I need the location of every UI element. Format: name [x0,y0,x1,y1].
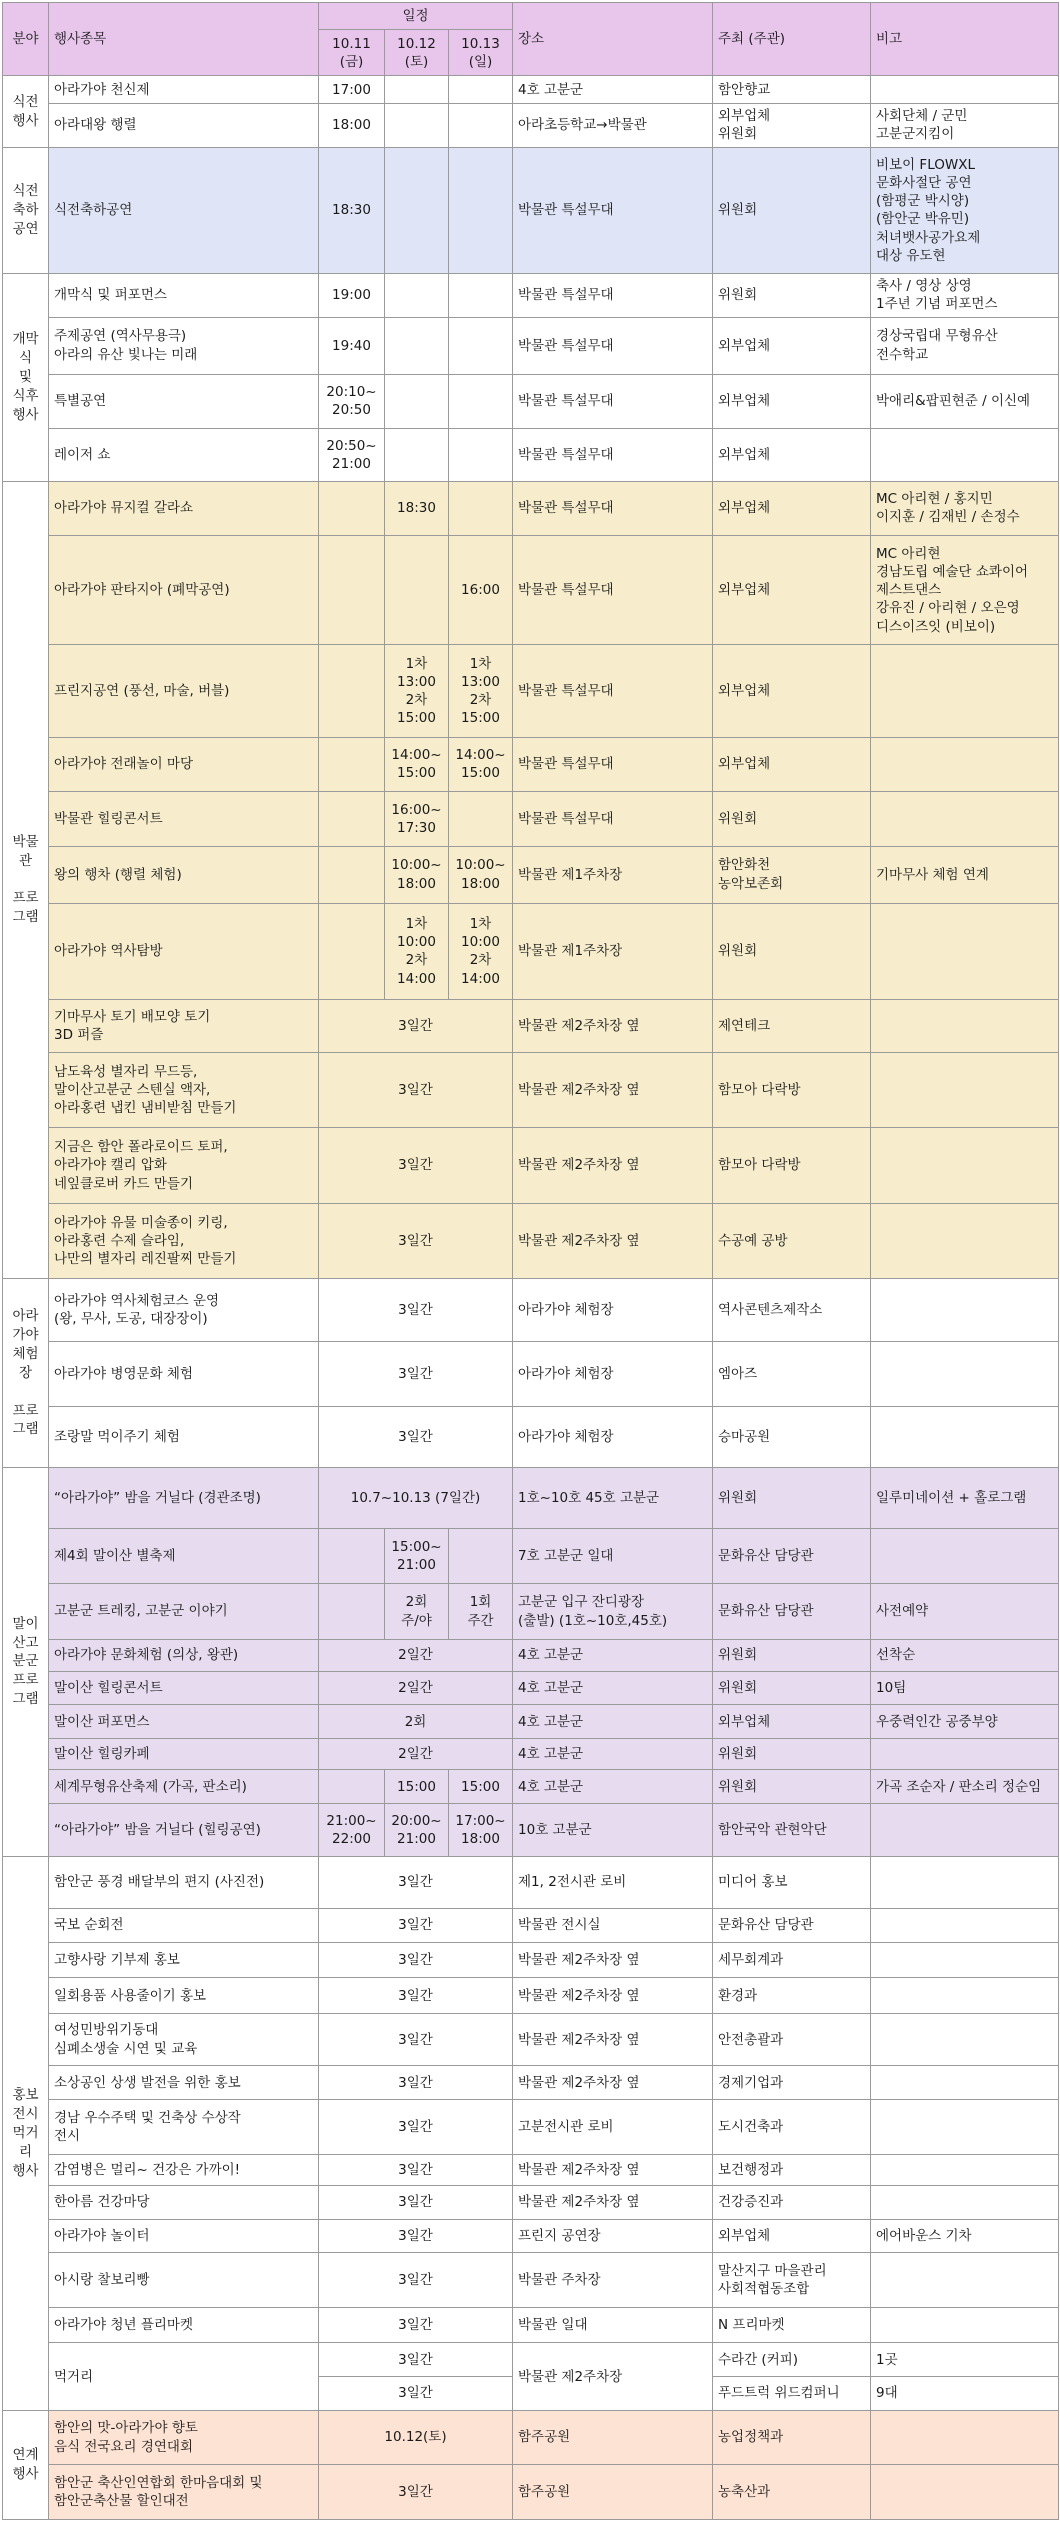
host: 환경과 [713,1978,871,2014]
host: 함모아 다락방 [713,1128,871,1204]
event-name: 세계무형유산축제 (가곡, 판소리) [49,1770,319,1804]
event-name: 아라대왕 행렬 [49,103,319,147]
host: 보건행정과 [713,2154,871,2185]
host: 농업정책과 [713,2410,871,2465]
place: 박물관 특설무대 [513,645,713,737]
host: 문화유산 담당관 [713,1529,871,1584]
note: 축사 / 영상 상영 1주년 기념 퍼포먼스 [871,273,1059,317]
day3-time: 15:00 [449,1770,513,1804]
note: MC 아리현 / 홍지민 이지훈 / 김재빈 / 손정수 [871,481,1059,536]
place: 박물관 제2주차장 옆 [513,1203,713,1279]
category-label: 연계 행사 [3,2410,49,2519]
host: 외부업체 [713,645,871,737]
event-name: 왕의 행차 (행렬 체험) [49,846,319,903]
host: 외부업체 [713,2219,871,2253]
duration: 3일간 [319,1000,513,1052]
place: 박물관 제2주차장 옆 [513,1128,713,1204]
day3-time: 14:00~ 15:00 [449,737,513,792]
event-name: 아라가야 병영문화 체험 [49,1342,319,1407]
place: 박물관 특설무대 [513,147,713,273]
host: 외부업체 [713,1705,871,1739]
host: 함안향교 [713,76,871,103]
place: 4호 고분군 [513,76,713,103]
place: 박물관 제2주차장 옆 [513,2013,713,2065]
place: 박물관 특설무대 [513,429,713,482]
place: 4호 고분군 [513,1738,713,1769]
event-name: 먹거리 [49,2343,319,2410]
place: 박물관 제2주차장 옆 [513,1000,713,1052]
event-name: 아라가야 뮤지컬 갈라쇼 [49,481,319,536]
host: 문화유산 담당관 [713,1583,871,1640]
header-day-2: 10.12 (토) [385,30,449,76]
duration: 3일간 [319,2100,513,2155]
host: 위원회 [713,1640,871,1671]
note: 일루미네이션 + 홀로그램 [871,1468,1059,1529]
header-day-1: 10.11 (금) [319,30,385,76]
place: 박물관 특설무대 [513,374,713,429]
day1-time: 20:10~ 20:50 [319,374,385,429]
event-name: 아라가야 역사탐방 [49,903,319,1000]
day2-time: 15:00~ 21:00 [385,1529,449,1584]
place: 아라가야 체험장 [513,1407,713,1468]
host: 함안국악 관현악단 [713,1804,871,1857]
header-day-3: 10.13 (일) [449,30,513,76]
host: 위원회 [713,273,871,317]
host: 문화유산 담당관 [713,1909,871,1943]
event-name: 감염병은 멀리~ 건강은 가까이! [49,2154,319,2185]
event-name: 말이산 힐링콘서트 [49,1671,319,1705]
duration: 2일간 [319,1671,513,1705]
host: 외부업체 [713,737,871,792]
note: 사회단체 / 군민 고분군지킴이 [871,103,1059,147]
place: 박물관 제2주차장 옆 [513,2154,713,2185]
host: N 프리마켓 [713,2307,871,2343]
duration: 3일간 [319,2154,513,2185]
event-name: 함안군 풍경 배달부의 편지 (사진전) [49,1856,319,1908]
host: 승마공원 [713,1407,871,1468]
place: 박물관 전시실 [513,1909,713,1943]
host: 도시건축과 [713,2100,871,2155]
host: 수라간 (커피) [713,2343,871,2377]
note: 10팀 [871,1671,1059,1705]
duration: 3일간 [319,2307,513,2343]
header-event: 행사종목 [49,3,319,76]
host: 제연테크 [713,1000,871,1052]
event-name: 국보 순회전 [49,1909,319,1943]
place: 4호 고분군 [513,1770,713,1804]
note: 기마무사 체험 연계 [871,846,1059,903]
place: 박물관 제1주차장 [513,846,713,903]
host: 외부업체 [713,429,871,482]
day2-time: 2회 주/야 [385,1583,449,1640]
day3-time: 17:00~ 18:00 [449,1804,513,1857]
host: 안전총괄과 [713,2013,871,2065]
event-name: 한아름 건강마당 [49,2186,319,2220]
host: 위원회 [713,1671,871,1705]
event-name: 아라가야 전래놀이 마당 [49,737,319,792]
host: 세무회계과 [713,1942,871,1978]
note: 경상국립대 무형유산 전수학교 [871,317,1059,374]
event-name: 아라가야 역사체험코스 운영 (왕, 무사, 도공, 대장장이) [49,1279,319,1342]
header-note: 비고 [871,3,1059,76]
host: 위원회 [713,147,871,273]
place: 함주공원 [513,2410,713,2465]
place: 박물관 제2주차장 옆 [513,1942,713,1978]
category-label: 식전 행사 [3,76,49,147]
host: 농축산과 [713,2465,871,2520]
event-name: 아라가야 청년 플리마켓 [49,2307,319,2343]
event-name: 일회용품 사용줄이기 홍보 [49,1978,319,2014]
place: 박물관 특설무대 [513,481,713,536]
place: 박물관 특설무대 [513,536,713,645]
host: 말산지구 마을관리 사회적협동조합 [713,2253,871,2308]
place: 박물관 특설무대 [513,737,713,792]
day3-time: 1회 주간 [449,1583,513,1640]
category-label: 박물 관 프로 그램 [3,481,49,1279]
place: 4호 고분군 [513,1671,713,1705]
place: 고분전시관 로비 [513,2100,713,2155]
event-name: 개막식 및 퍼포먼스 [49,273,319,317]
place: 함주공원 [513,2465,713,2520]
duration: 3일간 [319,1342,513,1407]
event-name: 지금은 함안 폴라로이드 토퍼, 아라가야 캘리 압화 네잎클로버 카드 만들기 [49,1128,319,1204]
duration: 3일간 [319,1052,513,1128]
duration: 3일간 [319,2013,513,2065]
duration: 3일간 [319,2377,513,2411]
place: 박물관 특설무대 [513,317,713,374]
duration: 3일간 [319,2219,513,2253]
duration: 3일간 [319,2253,513,2308]
place: 박물관 제2주차장 옆 [513,2066,713,2100]
day3-time: 16:00 [449,536,513,645]
day1-time: 19:40 [319,317,385,374]
note: 에어바운스 기차 [871,2219,1059,2253]
duration: 3일간 [319,1909,513,1943]
day1-time: 18:30 [319,147,385,273]
event-name: 특별공연 [49,374,319,429]
place: 아라가야 체험장 [513,1342,713,1407]
duration: 2일간 [319,1738,513,1769]
place: 아라초등학교→박물관 [513,103,713,147]
event-name: 아라가야 문화체험 (의상, 왕관) [49,1640,319,1671]
event-name: 주제공연 (역사무용극) 아라의 유산 빛나는 미래 [49,317,319,374]
note: 1곳 [871,2343,1059,2377]
event-name: 소상공인 상생 발전을 위한 홍보 [49,2066,319,2100]
host: 위원회 [713,1770,871,1804]
day3-time: 1차 13:00 2차 15:00 [449,645,513,737]
place: 박물관 일대 [513,2307,713,2343]
duration: 2회 [319,1705,513,1739]
event-name: 조랑말 먹이주기 체험 [49,1407,319,1468]
host: 위원회 [713,903,871,1000]
header-host: 주최 (주관) [713,3,871,76]
event-name: 아라가야 놀이터 [49,2219,319,2253]
note: 선착순 [871,1640,1059,1671]
place: 박물관 제2주차장 [513,2343,713,2410]
event-name: 말이산 힐링카페 [49,1738,319,1769]
duration: 3일간 [319,2066,513,2100]
place: 10호 고분군 [513,1804,713,1857]
place: 박물관 제2주차장 옆 [513,1978,713,2014]
event-name: 고향사랑 기부제 홍보 [49,1942,319,1978]
note: MC 아리현 경남도립 예술단 쇼콰이어 제스트댄스 강유진 / 아리현 / 오은영 디스이즈잇 (비보이) [871,536,1059,645]
duration: 2일간 [319,1640,513,1671]
day2-time: 10:00~ 18:00 [385,846,449,903]
note: 우중력인간 공중부양 [871,1705,1059,1739]
host: 함안화천 농악보존회 [713,846,871,903]
duration: 3일간 [319,1978,513,2014]
note: 비보이 FLOWXL 문화사절단 공연 (함평군 박시양) (함안군 박유민) 처녀뱃사공가요제 대상 유도현 [871,147,1059,273]
place: 박물관 주차장 [513,2253,713,2308]
header-schedule: 일정 [319,3,513,30]
header-category: 분야 [3,3,49,76]
day3-time: 10:00~ 18:00 [449,846,513,903]
event-name: 제4회 말이산 별축제 [49,1529,319,1584]
duration: 3일간 [319,1279,513,1342]
note: 가곡 조순자 / 판소리 정순임 [871,1770,1059,1804]
place: 4호 고분군 [513,1705,713,1739]
event-name: 아시랑 찰보리빵 [49,2253,319,2308]
note: 박애리&팝핀현준 / 이신예 [871,374,1059,429]
event-name: “아라가야” 밤을 거닐다 (힐링공연) [49,1804,319,1857]
duration: 3일간 [319,1407,513,1468]
day2-time: 1차 13:00 2차 15:00 [385,645,449,737]
place: 고분군 입구 잔디광장 (출발) (1호~10호,45호) [513,1583,713,1640]
day2-time: 16:00~ 17:30 [385,792,449,847]
duration: 10.7~10.13 (7일간) [319,1468,513,1529]
day2-time: 20:00~ 21:00 [385,1804,449,1857]
note: 9대 [871,2377,1059,2411]
day1-time: 18:00 [319,103,385,147]
duration: 10.12(토) [319,2410,513,2465]
category-label: 아라 가야 체험 장 프로 그램 [3,1279,49,1468]
note: 사전예약 [871,1583,1059,1640]
host: 외부업체 [713,536,871,645]
place: 박물관 특설무대 [513,792,713,847]
place: 프린지 공연장 [513,2219,713,2253]
place: 제1, 2전시관 로비 [513,1856,713,1908]
event-name: 아라가야 판타지아 (폐막공연) [49,536,319,645]
host: 외부업체 [713,374,871,429]
host: 경제기업과 [713,2066,871,2100]
category-label: 식전 축하 공연 [3,147,49,273]
duration: 3일간 [319,1203,513,1279]
host: 위원회 [713,1738,871,1769]
duration: 3일간 [319,2186,513,2220]
event-name: 기마무사 토기 배모양 토기 3D 퍼즐 [49,1000,319,1052]
event-name: 함안군 축산인연합회 한마음대회 및 함안군축산물 할인대전 [49,2465,319,2520]
event-schedule-table [2,2,1059,2520]
host: 위원회 [713,1468,871,1529]
host: 위원회 [713,792,871,847]
event-name: 함안의 맛-아라가야 향토 음식 전국요리 경연대회 [49,2410,319,2465]
event-name: 아라가야 유물 미술종이 키링, 아라홍련 수제 슬라임, 나만의 별자리 레진팔찌 만들기 [49,1203,319,1279]
header-place: 장소 [513,3,713,76]
host: 외부업체 [713,317,871,374]
place: 아라가야 체험장 [513,1279,713,1342]
category-label: 개막 식 및 식후 행사 [3,273,49,481]
day2-time: 14:00~ 15:00 [385,737,449,792]
host: 미디어 홍보 [713,1856,871,1908]
event-name: 고분군 트레킹, 고분군 이야기 [49,1583,319,1640]
event-name: 아라가야 천신제 [49,76,319,103]
place: 박물관 제2주차장 옆 [513,1052,713,1128]
event-name: 말이산 퍼포먼스 [49,1705,319,1739]
event-name: 식전축하공연 [49,147,319,273]
host: 외부업체 위원회 [713,103,871,147]
place: 박물관 제1주차장 [513,903,713,1000]
event-name: 여성민방위기동대 심폐소생술 시연 및 교육 [49,2013,319,2065]
duration: 3일간 [319,1942,513,1978]
day1-time: 19:00 [319,273,385,317]
host: 엠아즈 [713,1342,871,1407]
day2-time: 18:30 [385,481,449,536]
day1-time: 17:00 [319,76,385,103]
host: 건강증진과 [713,2186,871,2220]
day2-time: 1차 10:00 2차 14:00 [385,903,449,1000]
duration: 3일간 [319,1856,513,1908]
event-name: 레이저 쇼 [49,429,319,482]
duration: 3일간 [319,2343,513,2377]
place: 1호~10호 45호 고분군 [513,1468,713,1529]
day1-time: 20:50~ 21:00 [319,429,385,482]
host: 역사콘텐츠제작소 [713,1279,871,1342]
day2-time: 15:00 [385,1770,449,1804]
category-label: 홍보 전시 먹거 리 행사 [3,1856,49,2410]
event-name: 프린지공연 (풍선, 마술, 버블) [49,645,319,737]
event-name: 박물관 힐링콘서트 [49,792,319,847]
host: 수공예 공방 [713,1203,871,1279]
host: 푸드트럭 위드컴퍼니 [713,2377,871,2411]
place: 7호 고분군 일대 [513,1529,713,1584]
event-name: 경남 우수주택 및 건축상 수상작 전시 [49,2100,319,2155]
event-name: 남도육성 별자리 무드등, 말이산고분군 스텐실 액자, 아라홍련 냅킨 냄비받침 만들기 [49,1052,319,1128]
host: 함모아 다락방 [713,1052,871,1128]
place: 박물관 제2주차장 옆 [513,2186,713,2220]
day1-time: 21:00~ 22:00 [319,1804,385,1857]
day3-time: 1차 10:00 2차 14:00 [449,903,513,1000]
place: 박물관 특설무대 [513,273,713,317]
place: 4호 고분군 [513,1640,713,1671]
category-label: 말이 산고 분군 프로 그램 [3,1468,49,1856]
duration: 3일간 [319,1128,513,1204]
event-name: “아라가야” 밤을 거닐다 (경관조명) [49,1468,319,1529]
duration: 3일간 [319,2465,513,2520]
host: 외부업체 [713,481,871,536]
